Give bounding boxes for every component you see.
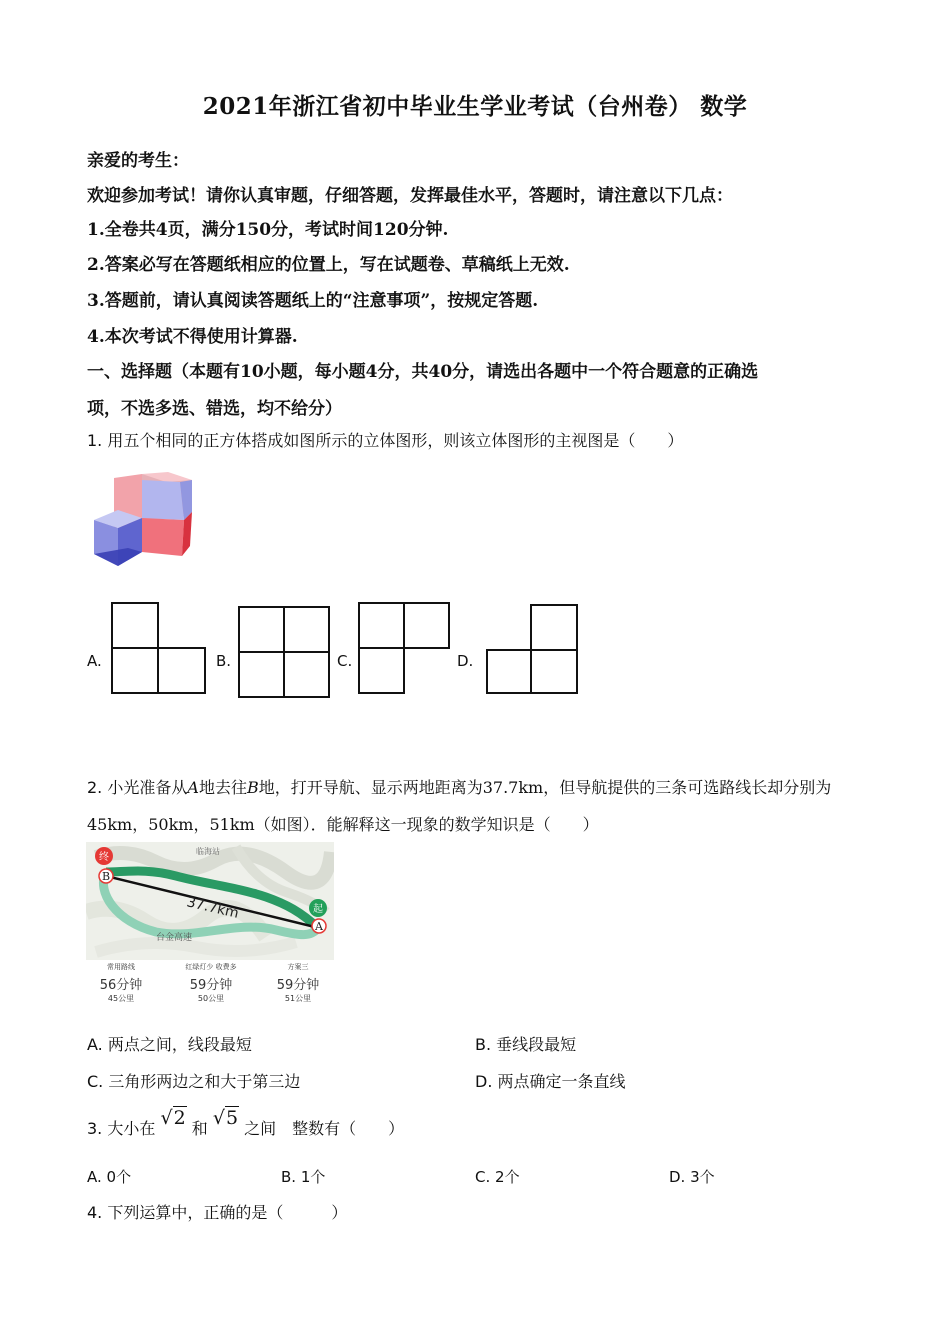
q2-option-c xyxy=(87,1069,300,1092)
page-title: 2021年浙江省初中毕业生学业考试（台州卷） 数学 xyxy=(202,93,748,120)
question-4 xyxy=(87,1200,347,1223)
route-3 xyxy=(268,962,328,1004)
option-letter: D. xyxy=(669,1168,686,1186)
question-text: 用五个相同的正方体搭成如图所示的立体图形，则该立体图形的主视图是（ ） xyxy=(107,431,684,450)
question-text: 下列运算中，正确的是（ ） xyxy=(107,1203,348,1222)
question-number: 3. xyxy=(87,1119,103,1138)
route-time: 56分钟 xyxy=(99,978,143,993)
distance-label: 37.7km xyxy=(185,894,241,922)
q2-option-a xyxy=(87,1032,252,1055)
route-time: 59分钟 xyxy=(189,978,233,993)
map-point-b: B xyxy=(101,870,111,883)
q2-option-d xyxy=(475,1069,626,1092)
note-1: 1.全卷共4页，满分150分，考试时间120分钟. xyxy=(87,220,449,240)
point-b-italic: B xyxy=(246,778,259,797)
section-heading-line1: 一、选择题（本题有10小题，每小题4分，共40分，请选出各题中一个符合题意的正确选 xyxy=(87,362,759,382)
question-number: 4. xyxy=(87,1203,103,1222)
route-tag: 红绿灯少 收费多 xyxy=(185,963,237,971)
q1-option-c-label: C. xyxy=(337,652,353,670)
q3-option-d xyxy=(669,1166,715,1187)
route-tag: 方案三 xyxy=(287,963,309,971)
option-letter: D. xyxy=(475,1072,493,1091)
route-tag: 常用路线 xyxy=(107,963,135,971)
cube-figure xyxy=(88,470,198,570)
radicand: 2 xyxy=(173,1107,186,1129)
q1-option-a-label: A. xyxy=(87,652,102,670)
note-4: 4.本次考试不得使用计算器. xyxy=(87,327,298,347)
option-letter: A. xyxy=(87,1035,103,1054)
option-letter: B. xyxy=(281,1168,297,1186)
option-text: 2个 xyxy=(495,1168,520,1186)
greeting: 亲爱的考生： xyxy=(87,151,189,171)
option-text: 0个 xyxy=(106,1168,132,1186)
q1-option-c-figure xyxy=(356,600,452,696)
option-letter: C. xyxy=(87,1072,104,1091)
welcome-text: 欢迎参加考试！请你认真审题，仔细答题，发挥最佳水平，答题时，请注意以下几点： xyxy=(87,186,733,206)
route-1 xyxy=(92,962,150,1004)
sqrt-2: √2 xyxy=(160,1107,186,1129)
radicand: 5 xyxy=(225,1107,239,1129)
navigation-map xyxy=(86,842,334,960)
question-text: 地，打开导航、显示两地距离为37.7km，但导航提供的三条可选路线长却分别为 xyxy=(258,778,832,797)
note-3: 3.答题前，请认真阅读答题纸上的“注意事项”，按规定答题. xyxy=(87,291,539,311)
q1-option-d-figure xyxy=(484,602,582,696)
q3-option-a xyxy=(87,1166,131,1187)
end-badge: 终 xyxy=(99,852,109,863)
q2-option-b xyxy=(475,1032,576,1055)
q1-option-d-label: D. xyxy=(457,652,474,670)
option-text: 1个 xyxy=(300,1168,326,1186)
route-distance: 50公里 xyxy=(197,994,225,1003)
question-number: 2. xyxy=(87,778,103,797)
option-text: 两点确定一条直线 xyxy=(497,1072,626,1091)
question-1 xyxy=(87,428,683,451)
section-heading-line2: 项，不选多选、错选，均不给分） xyxy=(87,399,342,419)
station-label: 临海站 xyxy=(196,847,220,856)
start-badge: 起 xyxy=(313,904,323,915)
q3-option-b xyxy=(281,1166,325,1187)
option-letter: B. xyxy=(475,1035,492,1054)
question-text: 小光准备从 xyxy=(107,778,188,797)
option-letter: C. xyxy=(475,1168,491,1186)
option-letter: A. xyxy=(87,1168,102,1186)
question-text: 和 xyxy=(191,1119,208,1138)
route-2 xyxy=(176,962,246,1004)
question-2-line2: 45km，50km，51km（如图）．能解释这一现象的数学知识是（ ） xyxy=(87,815,599,834)
option-text: 3个 xyxy=(690,1168,715,1186)
sqrt-5: √5 xyxy=(212,1107,239,1129)
q1-option-a-figure xyxy=(108,600,210,696)
route-time: 59分钟 xyxy=(276,978,320,993)
q1-option-b-figure xyxy=(236,604,332,698)
q3-option-c xyxy=(475,1166,520,1187)
option-text: 两点之间，线段最短 xyxy=(107,1035,252,1054)
point-a-italic: A xyxy=(187,778,199,797)
question-text: 大小在 xyxy=(107,1119,156,1138)
route-distance: 45公里 xyxy=(107,994,135,1003)
option-text: 三角形两边之和大于第三边 xyxy=(108,1072,301,1091)
road-label: 台金高速 xyxy=(156,933,193,943)
route-distance: 51公里 xyxy=(284,994,312,1003)
option-text: 垂线段最短 xyxy=(496,1035,577,1054)
map-point-a: A xyxy=(315,920,323,933)
note-2: 2.答案必写在答题纸相应的位置上，写在试题卷、草稿纸上无效. xyxy=(87,255,570,275)
question-2-line1 xyxy=(87,775,877,798)
question-text: 之间 整数有（ ） xyxy=(244,1119,405,1138)
question-number: 1. xyxy=(87,431,103,450)
question-3 xyxy=(87,1106,404,1136)
question-text: 地去往 xyxy=(198,778,247,797)
q1-option-b-label: B. xyxy=(216,652,232,670)
